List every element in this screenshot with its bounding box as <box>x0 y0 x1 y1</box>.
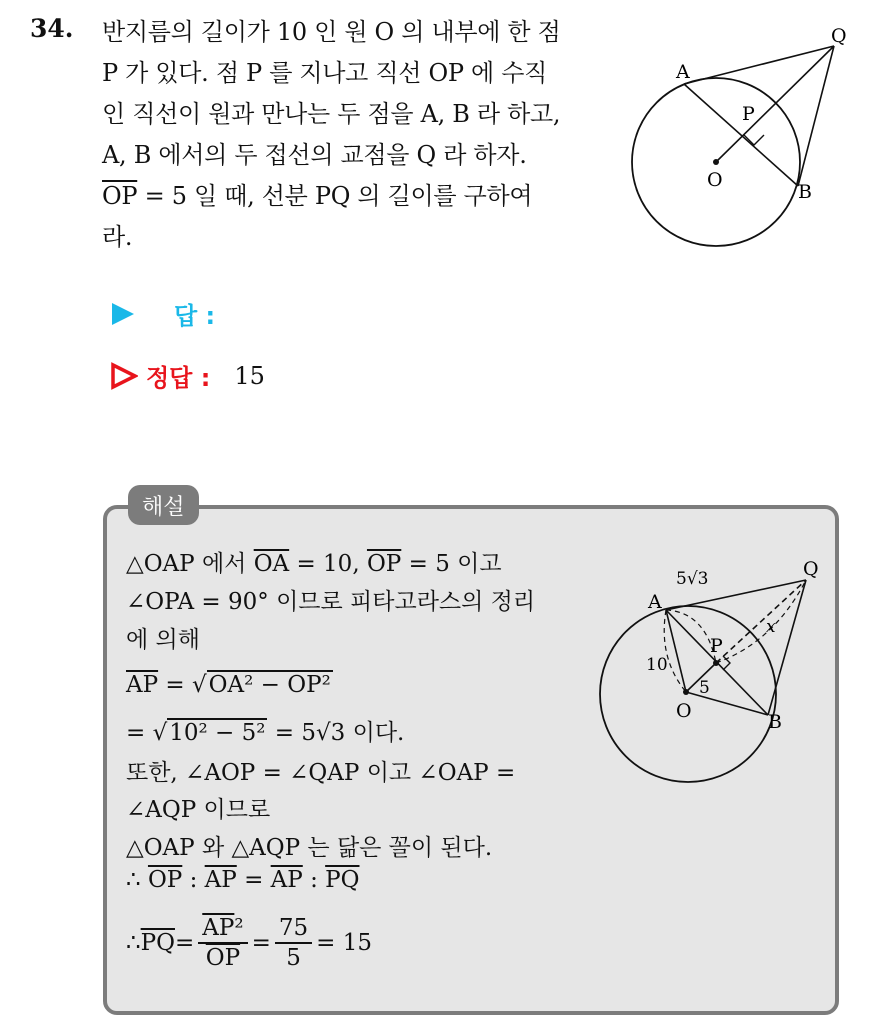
text: ² <box>321 672 331 698</box>
label-b: B <box>768 711 782 733</box>
correct-answer-row <box>110 358 265 393</box>
solution-line <box>126 714 404 747</box>
point-o <box>683 689 689 695</box>
solution-line <box>126 867 359 893</box>
radicand: 10² − 5² <box>169 720 266 746</box>
label-o: O <box>707 169 723 191</box>
outline-arrow-icon <box>110 362 138 390</box>
segment-op: $\overline{OP}$ <box>366 551 402 577</box>
question-number: 34. <box>30 14 74 43</box>
radius-oa <box>666 610 686 692</box>
label-o: O <box>676 700 692 722</box>
question-line <box>102 176 610 217</box>
segment-pq: $\overline{PQ}$ <box>140 930 175 956</box>
text: ² − <box>244 672 288 698</box>
text: = 5 이고 <box>401 551 502 577</box>
point-p <box>713 660 719 666</box>
fraction <box>198 914 247 972</box>
question-line: 반지름의 길이가 10 인 원 O 의 내부에 한 점 <box>102 18 561 46</box>
segment-oa: $\overline{OA}$ <box>253 551 290 577</box>
segment-oq <box>716 46 834 162</box>
question-line-text: = 5 일 때, 선분 PQ 의 길이를 구하여 <box>137 182 533 210</box>
question-text <box>102 12 610 258</box>
segment-op: $\overline{OP}$ <box>287 672 322 698</box>
segment-ap: $\overline{AP}$ <box>126 672 159 698</box>
question-line: 인 직선이 원과 만나는 두 점을 A, B 라 하고, <box>102 100 561 128</box>
label-b: B <box>798 181 812 203</box>
numerator <box>198 914 247 944</box>
text: : <box>302 867 326 893</box>
text: : <box>182 867 205 893</box>
fraction <box>275 914 312 972</box>
text: = √ <box>126 720 168 746</box>
label-oa-length: 10 <box>646 655 668 675</box>
solution-line: ∠OPA = 90° 이므로 피타고라스의 정리 <box>126 589 536 615</box>
label-q: Q <box>831 25 847 47</box>
label-ap-length: 5√3 <box>676 569 709 589</box>
text: ² <box>234 915 244 941</box>
denominator <box>202 944 244 972</box>
text: = 15 <box>316 930 373 956</box>
text: = √ <box>158 672 207 698</box>
solution-line: 에 의해 <box>126 627 200 653</box>
text: = <box>251 930 271 956</box>
label-q: Q <box>803 558 819 580</box>
solution-line: ∠AQP 이므로 <box>126 797 271 823</box>
solution-line <box>126 914 372 972</box>
center-point <box>713 159 719 165</box>
answer-label: 답 : <box>174 302 216 330</box>
solution-tag: 해설 <box>128 485 199 525</box>
segment-pq: $\overline{PQ}$ <box>325 867 360 893</box>
question-line: A, B 에서의 두 접선의 교점을 Q 라 하자. <box>102 141 527 169</box>
play-arrow-icon <box>110 301 136 327</box>
solution-line: △OAP 와 △AQP 는 닮은 꼴이 된다. <box>126 835 493 861</box>
label-p: P <box>710 635 723 657</box>
numerator: 75 <box>275 914 312 944</box>
label-a: A <box>676 61 690 83</box>
question-line: 라. <box>102 223 133 251</box>
segment-ap: $\overline{AP}$ <box>204 867 237 893</box>
therefore-symbol: ∴ <box>126 867 148 893</box>
segment-ap: $\overline{AP}$ <box>202 915 235 941</box>
label-op-length: 5 <box>699 678 710 698</box>
segment-op: $\overline{OP}$ <box>102 182 138 210</box>
text: = <box>174 930 195 956</box>
text: = 5√3 이다. <box>267 720 405 746</box>
label-pq-x: x <box>766 617 776 637</box>
segment-op: OP <box>205 945 241 971</box>
label-p: P <box>742 103 755 125</box>
radicand <box>207 670 333 698</box>
correct-answer-label: 정답 : <box>146 364 211 392</box>
solution-line <box>126 545 502 578</box>
denominator: 5 <box>286 945 301 971</box>
therefore-symbol: ∴ <box>126 930 141 956</box>
solution-line: 또한, ∠AOP = ∠QAP 이고 ∠OAP = <box>126 760 516 786</box>
segment-pq <box>716 580 806 663</box>
text: = <box>236 867 271 893</box>
solution-figure <box>596 550 836 785</box>
segment-oa: OA <box>208 672 245 698</box>
correct-answer-value: 15 <box>234 361 265 390</box>
solution-line <box>126 672 333 698</box>
tangent-bq <box>798 46 834 186</box>
segment-op: $\overline{OP}$ <box>147 867 183 893</box>
answer-row <box>110 296 215 331</box>
text: = 10, <box>289 551 367 577</box>
tangent-bq <box>768 580 806 715</box>
segment-ap: $\overline{AP}$ <box>270 867 303 893</box>
question-figure <box>620 10 870 255</box>
text: △OAP 에서 <box>126 551 254 577</box>
question-line: P 가 있다. 점 P 를 지나고 직선 OP 에 수직 <box>102 59 548 87</box>
tangent-aq <box>684 46 834 84</box>
label-a: A <box>648 591 662 613</box>
